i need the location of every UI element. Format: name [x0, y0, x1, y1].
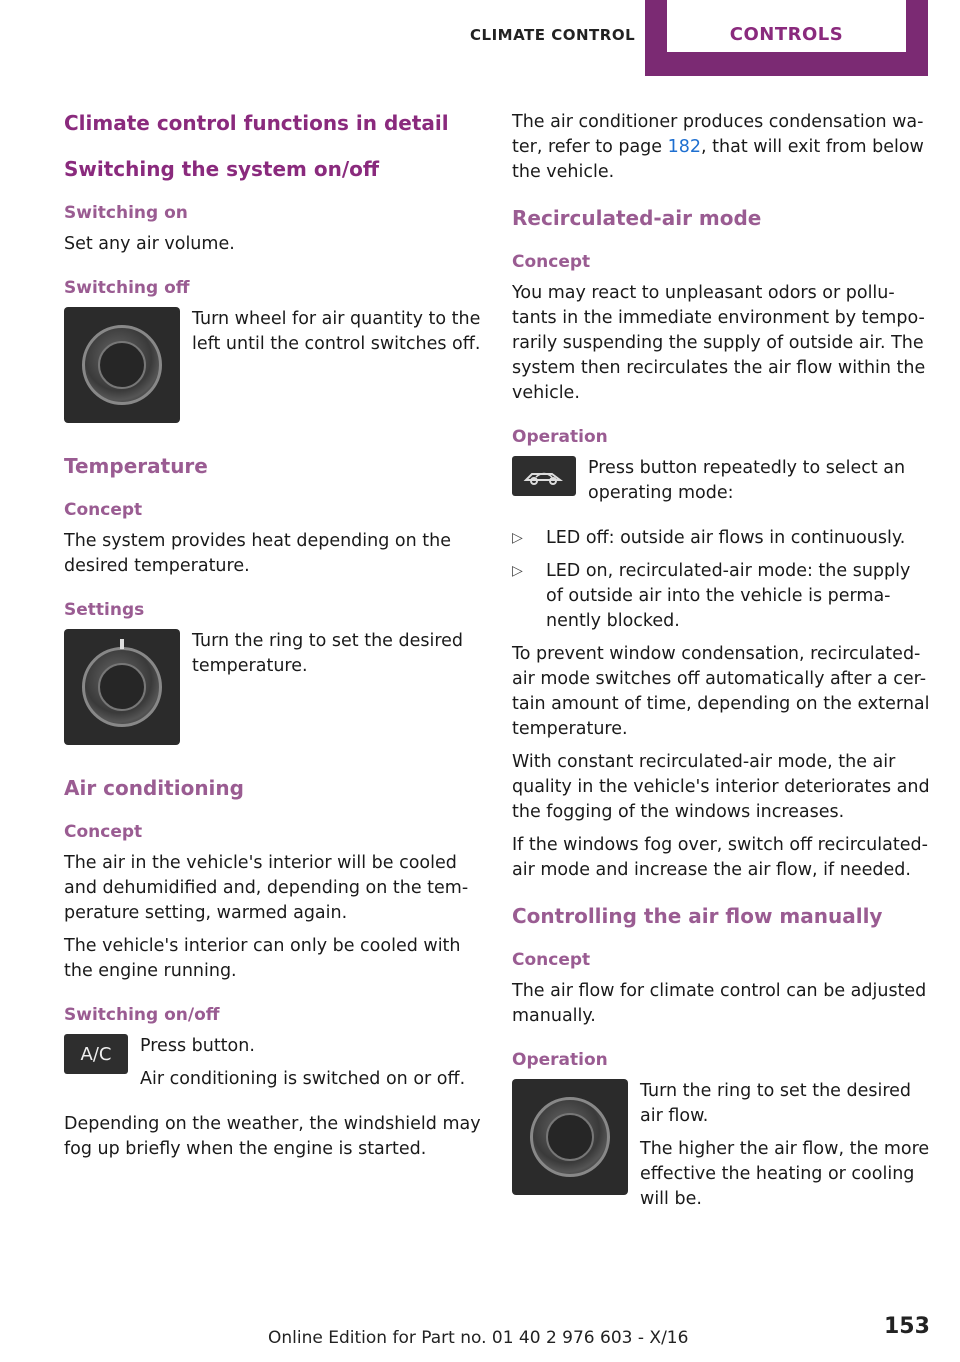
- recirc-paragraph-1: To prevent window condensation, recirculated-air mode switches off automatically after a cer-tain amount of time, depending on the external temperature.: [512, 644, 930, 739]
- temperature-figure: [64, 629, 484, 745]
- car-recirculation-icon: [522, 464, 566, 488]
- header-tab-label: CONTROLS: [729, 24, 844, 45]
- heading-air-conditioning: Air conditioning: [64, 776, 244, 800]
- recirc-concept-text: You may react to unpleasant odors or pollu-tants in the immediate environment by tempo-rarily suspending the supply of outside air. The system then recirculates the air flow within the vehicle.: [512, 283, 926, 403]
- ac-press-text: Press button.: [140, 1036, 255, 1056]
- heading-recirc-concept: Concept: [512, 252, 591, 272]
- recirc-button-figure: [512, 456, 932, 514]
- heading-ac-concept: Concept: [64, 822, 143, 842]
- switch-off-figure: [64, 307, 484, 423]
- condensation-text: The air conditioner produces condensation wa-ter, refer to page 182, that will exit from below the vehicle.: [512, 112, 924, 182]
- air-flow-ring-image: [512, 1079, 628, 1195]
- air-flow-figure: [512, 1079, 932, 1220]
- temp-concept-text: The system provides heat depending on the desired temperature.: [64, 531, 451, 576]
- heading-switching-off: Switching off: [64, 278, 190, 298]
- heading-recirc-operation: Operation: [512, 427, 608, 447]
- ac-concept-text-1: The air in the vehicle's interior will be cooled and dehumidified and, depending on the tem-perature setting, warmed again.: [64, 853, 469, 923]
- recirc-press-text: Press button repeatedly to select an operating mode:: [588, 458, 906, 503]
- heading-ac-switching: Switching on/off: [64, 1005, 220, 1025]
- heading-temp-concept: Concept: [64, 500, 143, 520]
- recirc-mode-list: [512, 526, 932, 634]
- footer-edition: Online Edition for Part no. 01 40 2 976 603 - X/16: [268, 1328, 689, 1348]
- header-section: CLIMATE CONTROL: [470, 26, 636, 44]
- list-item: ▷ LED on, recirculated-air mode: the supply of outside air into the vehicle is perma-nently blocked.: [512, 561, 911, 631]
- flow-op-text-1: Turn the ring to set the desired air flow.: [640, 1081, 912, 1126]
- recirc-paragraph-3: If the windows fog over, switch off recirculated-air mode and increase the air flow, if needed.: [512, 835, 928, 880]
- heading-air-flow: Controlling the air flow manually: [512, 904, 883, 928]
- heading-recirculated-air: Recirculated-air mode: [512, 206, 762, 230]
- recirculation-button-image: [512, 456, 576, 496]
- heading-onoff: Switching the system on/off: [64, 157, 380, 181]
- settings-text: Turn the ring to set the desired temperature.: [192, 631, 464, 676]
- right-column: [512, 110, 932, 1232]
- recirc-paragraph-2: With constant recirculated-air mode, the air quality in the vehicle's interior deteriorates and the fogging of the windows increases.: [512, 752, 930, 822]
- ac-button-image: A/C: [64, 1034, 128, 1074]
- heading-flow-concept: Concept: [512, 950, 591, 970]
- list-item: ▷ LED off: outside air flows in continuously.: [512, 528, 906, 548]
- heading-flow-operation: Operation: [512, 1050, 608, 1070]
- heading-switching-on: Switching on: [64, 203, 188, 223]
- switching-on-text: Set any air volume.: [64, 234, 235, 254]
- heading-temperature: Temperature: [64, 454, 208, 478]
- flow-concept-text: The air flow for climate control can be adjusted manually.: [512, 981, 927, 1026]
- ac-onoff-text: Air conditioning is switched on or off.: [140, 1069, 466, 1089]
- ac-button-figure: [64, 1034, 484, 1100]
- air-quantity-knob-image: [64, 307, 180, 423]
- ac-concept-text-2: The vehicle's interior can only be cooled with the engine running.: [64, 936, 461, 981]
- switching-off-text: Turn wheel for air quantity to the left until the control switches off.: [192, 309, 481, 354]
- flow-op-text-2: The higher the air flow, the more effective the heating or cooling will be.: [640, 1139, 930, 1209]
- page-ref-link[interactable]: 182: [667, 137, 702, 157]
- ac-fog-text: Depending on the weather, the windshield may fog up briefly when the engine is started.: [64, 1114, 481, 1159]
- heading-settings: Settings: [64, 600, 145, 620]
- page-number: 153: [884, 1314, 930, 1339]
- heading-main: Climate control functions in detail: [64, 111, 449, 135]
- left-column: [64, 110, 484, 1170]
- temperature-ring-image: [64, 629, 180, 745]
- header-tab: [645, 0, 928, 76]
